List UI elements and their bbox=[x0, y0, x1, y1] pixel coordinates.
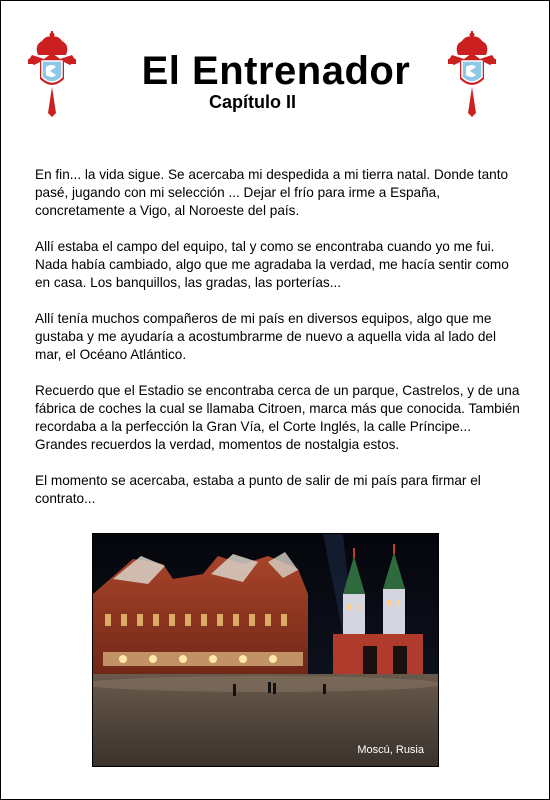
story-text bbox=[35, 166, 525, 526]
page-title: El Entrenador bbox=[141, 49, 411, 93]
photo-illustration bbox=[93, 534, 438, 766]
photo-caption: Moscú, Rusia bbox=[357, 744, 424, 756]
paragraph: El momento se acercaba, estaba a punto de salir de mi país para firmar el contrato... bbox=[35, 473, 481, 506]
paragraph: En fin... la vida sigue. Se acercaba mi despedida a mi tierra natal. Donde tanto pasé, jugando con mi selección ... Dejar el frío para irme a España, concretamente a Vigo, al Noroeste del país. bbox=[35, 167, 509, 218]
paragraph: Allí tenía muchos compañeros de mi país en diversos equipos, algo que me gustaba y me ayudaría a acostumbrarme de nuevo a aquella vida al lado del mar, el Océano Atlántico. bbox=[35, 311, 496, 362]
moscow-night-photo bbox=[92, 533, 439, 767]
paragraph: Allí estaba el campo del equipo, tal y como se encontraba cuando yo me fui. Nada había cambiado, algo que me agradaba la verdad, me hacía sentir como en casa. Los banquillos, las gradas, las porterías... bbox=[35, 239, 509, 290]
chapter-subtitle: Capítulo II bbox=[209, 92, 296, 112]
paragraph: Recuerdo que el Estadio se encontraba cerca de un parque, Castrelos, y de una fábrica de coches la cual se llamaba Citroen, marca más que conocida. También recordaba a la perfección la Gran Vía, el Corte Inglés, la calle Príncipe... Grandes recuerdos la verdad, momentos de nostalgia estos. bbox=[35, 383, 520, 452]
